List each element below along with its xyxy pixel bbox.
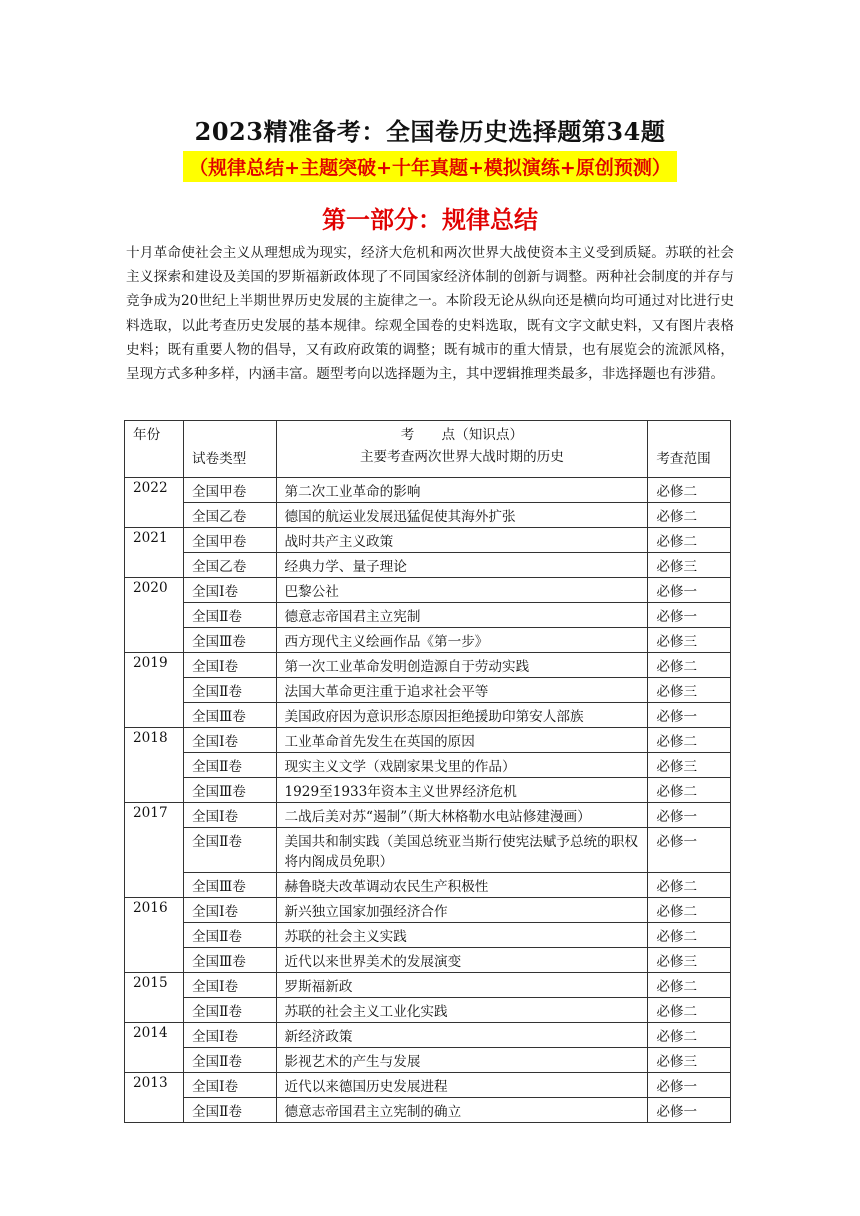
topic-cell: 罗斯福新政	[276, 973, 648, 998]
table-row	[125, 628, 731, 653]
document-subtitle: （规律总结+主题突破+十年真题+模拟演练+原创预测）	[183, 151, 677, 182]
topic-cell: 战时共产主义政策	[276, 528, 648, 553]
paper-cell: 全国Ⅰ卷	[183, 728, 276, 753]
scope-cell: 必修一	[648, 1073, 731, 1098]
topic-cell: 1929至1933年资本主义世界经济危机	[276, 778, 648, 803]
scope-cell: 必修二	[648, 898, 731, 923]
scope-cell: 必修二	[648, 653, 731, 678]
topic-cell: 西方现代主义绘画作品《第一步》	[276, 628, 648, 653]
table-row	[125, 728, 731, 753]
topic-cell: 苏联的社会主义工业化实践	[276, 998, 648, 1023]
scope-cell: 必修一	[648, 578, 731, 603]
paper-cell: 全国Ⅱ卷	[183, 998, 276, 1023]
table-row	[125, 703, 731, 728]
paper-cell: 全国Ⅰ卷	[183, 1073, 276, 1098]
topic-cell: 德国的航运业发展迅猛促使其海外扩张	[276, 503, 648, 528]
topic-cell: 近代以来德国历史发展进程	[276, 1073, 648, 1098]
topic-cell: 第一次工业革命发明创造源自于劳动实践	[276, 653, 648, 678]
paper-cell: 全国Ⅲ卷	[183, 628, 276, 653]
scope-cell: 必修一	[648, 703, 731, 728]
paper-cell: 全国Ⅱ卷	[183, 1048, 276, 1073]
header-scope	[648, 421, 731, 478]
table-row	[125, 998, 731, 1023]
scope-cell: 必修三	[648, 553, 731, 578]
scope-cell: 必修二	[648, 973, 731, 998]
paper-cell: 全国Ⅲ卷	[183, 778, 276, 803]
paper-cell: 全国Ⅱ卷	[183, 678, 276, 703]
paper-cell: 全国Ⅱ卷	[183, 828, 276, 873]
topic-cell: 美国政府因为意识形态原因拒绝援助印第安人部族	[276, 703, 648, 728]
topic-cell: 法国大革命更注重于追求社会平等	[276, 678, 648, 703]
paper-cell: 全国Ⅰ卷	[183, 1023, 276, 1048]
topic-cell: 赫鲁晓夫改革调动农民生产积极性	[276, 873, 648, 898]
topic-cell: 影视艺术的产生与发展	[276, 1048, 648, 1073]
table-row	[125, 503, 731, 528]
header-scope-label: 考查范围	[656, 451, 711, 467]
topic-cell: 二战后美对苏“遏制”（斯大林格勒水电站修建漫画）	[276, 803, 648, 828]
topic-cell: 新经济政策	[276, 1023, 648, 1048]
paper-cell: 全国Ⅱ卷	[183, 753, 276, 778]
topic-cell: 德意志帝国君主立宪制的确立	[276, 1098, 648, 1123]
table-header-row	[125, 421, 731, 478]
paper-cell: 全国Ⅲ卷	[183, 948, 276, 973]
topic-cell: 苏联的社会主义实践	[276, 923, 648, 948]
topic-cell: 工业革命首先发生在英国的原因	[276, 728, 648, 753]
table-row	[125, 873, 731, 898]
header-paper	[183, 421, 276, 478]
scope-cell: 必修一	[648, 603, 731, 628]
table-row	[125, 973, 731, 998]
table-row	[125, 778, 731, 803]
intro-paragraph: 十月革命使社会主义从理想成为现实，经济大危机和两次世界大战使资本主义受到质疑。苏联的社会主义探索和建设及美国的罗斯福新政体现了不同国家经济体制的创新与调整。两种社会制度的并存与竞争成为20世纪上半期世界历史发展的主旋律之一。本阶段无论从纵向还是横向均可通过对比进行史料选取，以此考查历史发展的基本规律。综观全国卷的史料选取，既有文字文献史料，又有图片表格史料；既有重要人物的倡导，又有政府政策的调整；既有城市的重大情景，也有展览会的流派风格，呈现方式多种多样，内涵丰富。题型考向以选择题为主，其中逻辑推理类最多，非选择题也有涉猎。	[126, 245, 734, 383]
paper-cell: 全国Ⅰ卷	[183, 898, 276, 923]
table-row	[125, 578, 731, 603]
table-row	[125, 1073, 731, 1098]
paper-cell: 全国甲卷	[183, 528, 276, 553]
paper-cell: 全国Ⅱ卷	[183, 1098, 276, 1123]
year-cell: 2013	[125, 1073, 184, 1123]
paper-cell: 全国Ⅰ卷	[183, 578, 276, 603]
year-cell: 2016	[125, 898, 184, 973]
header-topic	[276, 421, 648, 478]
scope-cell: 必修三	[648, 948, 731, 973]
subtitle-wrap	[0, 151, 860, 182]
scope-cell: 必修二	[648, 778, 731, 803]
header-paper-label: 试卷类型	[191, 451, 247, 467]
scope-cell: 必修二	[648, 728, 731, 753]
scope-cell: 必修二	[648, 1023, 731, 1048]
section-title: 第一部分：规律总结	[322, 206, 538, 234]
topic-cell: 新兴独立国家加强经济合作	[276, 898, 648, 923]
table-row	[125, 678, 731, 703]
scope-cell: 必修二	[648, 503, 731, 528]
table-row	[125, 923, 731, 948]
table-row	[125, 1098, 731, 1123]
scope-cell: 必修二	[648, 873, 731, 898]
topic-cell: 第二次工业革命的影响	[276, 478, 648, 503]
topic-cell: 巴黎公社	[276, 578, 648, 603]
document-title: 2023精准备考：全国卷历史选择题第34题	[194, 117, 666, 146]
year-cell: 2019	[125, 653, 184, 728]
scope-cell: 必修三	[648, 678, 731, 703]
paper-cell: 全国甲卷	[183, 478, 276, 503]
year-cell: 2014	[125, 1023, 184, 1073]
scope-cell: 必修一	[648, 828, 731, 873]
year-cell: 2017	[125, 803, 184, 898]
paper-cell: 全国乙卷	[183, 553, 276, 578]
paper-cell: 全国Ⅲ卷	[183, 703, 276, 728]
table-row	[125, 1048, 731, 1073]
table-body	[125, 478, 731, 1123]
table-row	[125, 948, 731, 973]
header-year: 年份	[125, 421, 184, 478]
table-row	[125, 898, 731, 923]
paper-cell: 全国Ⅰ卷	[183, 973, 276, 998]
table-row	[125, 528, 731, 553]
year-cell: 2020	[125, 578, 184, 653]
table-row	[125, 603, 731, 628]
paper-cell: 全国Ⅰ卷	[183, 803, 276, 828]
topic-cell: 美国共和制实践（美国总统亚当斯行使宪法赋予总统的职权将内阁成员免职）	[276, 828, 648, 873]
year-cell: 2018	[125, 728, 184, 803]
table-row	[125, 1023, 731, 1048]
scope-cell: 必修二	[648, 923, 731, 948]
paper-cell: 全国Ⅱ卷	[183, 923, 276, 948]
paper-cell: 全国Ⅱ卷	[183, 603, 276, 628]
scope-cell: 必修三	[648, 628, 731, 653]
exam-points-table	[124, 420, 731, 1123]
scope-cell: 必修一	[648, 803, 731, 828]
topic-cell: 近代以来世界美术的发展演变	[276, 948, 648, 973]
header-topic-line2: 主要考查两次世界大战时期的历史	[359, 449, 564, 465]
paper-cell: 全国乙卷	[183, 503, 276, 528]
table-row	[125, 803, 731, 828]
year-cell: 2021	[125, 528, 184, 578]
paper-cell: 全国Ⅰ卷	[183, 653, 276, 678]
scope-cell: 必修一	[648, 1098, 731, 1123]
scope-cell: 必修三	[648, 753, 731, 778]
scope-cell: 必修二	[648, 998, 731, 1023]
scope-cell: 必修三	[648, 1048, 731, 1073]
table-row	[125, 653, 731, 678]
table-row	[125, 753, 731, 778]
year-cell: 2015	[125, 973, 184, 1023]
table-row	[125, 553, 731, 578]
topic-cell: 经典力学、量子理论	[276, 553, 648, 578]
topic-cell: 德意志帝国君主立宪制	[276, 603, 648, 628]
header-topic-line1: 考 点（知识点）	[400, 427, 524, 443]
topic-cell: 现实主义文学（戏剧家果戈里的作品）	[276, 753, 648, 778]
table-row	[125, 478, 731, 503]
year-cell: 2022	[125, 478, 184, 528]
scope-cell: 必修二	[648, 478, 731, 503]
paper-cell: 全国Ⅲ卷	[183, 873, 276, 898]
table-row	[125, 828, 731, 873]
scope-cell: 必修二	[648, 528, 731, 553]
